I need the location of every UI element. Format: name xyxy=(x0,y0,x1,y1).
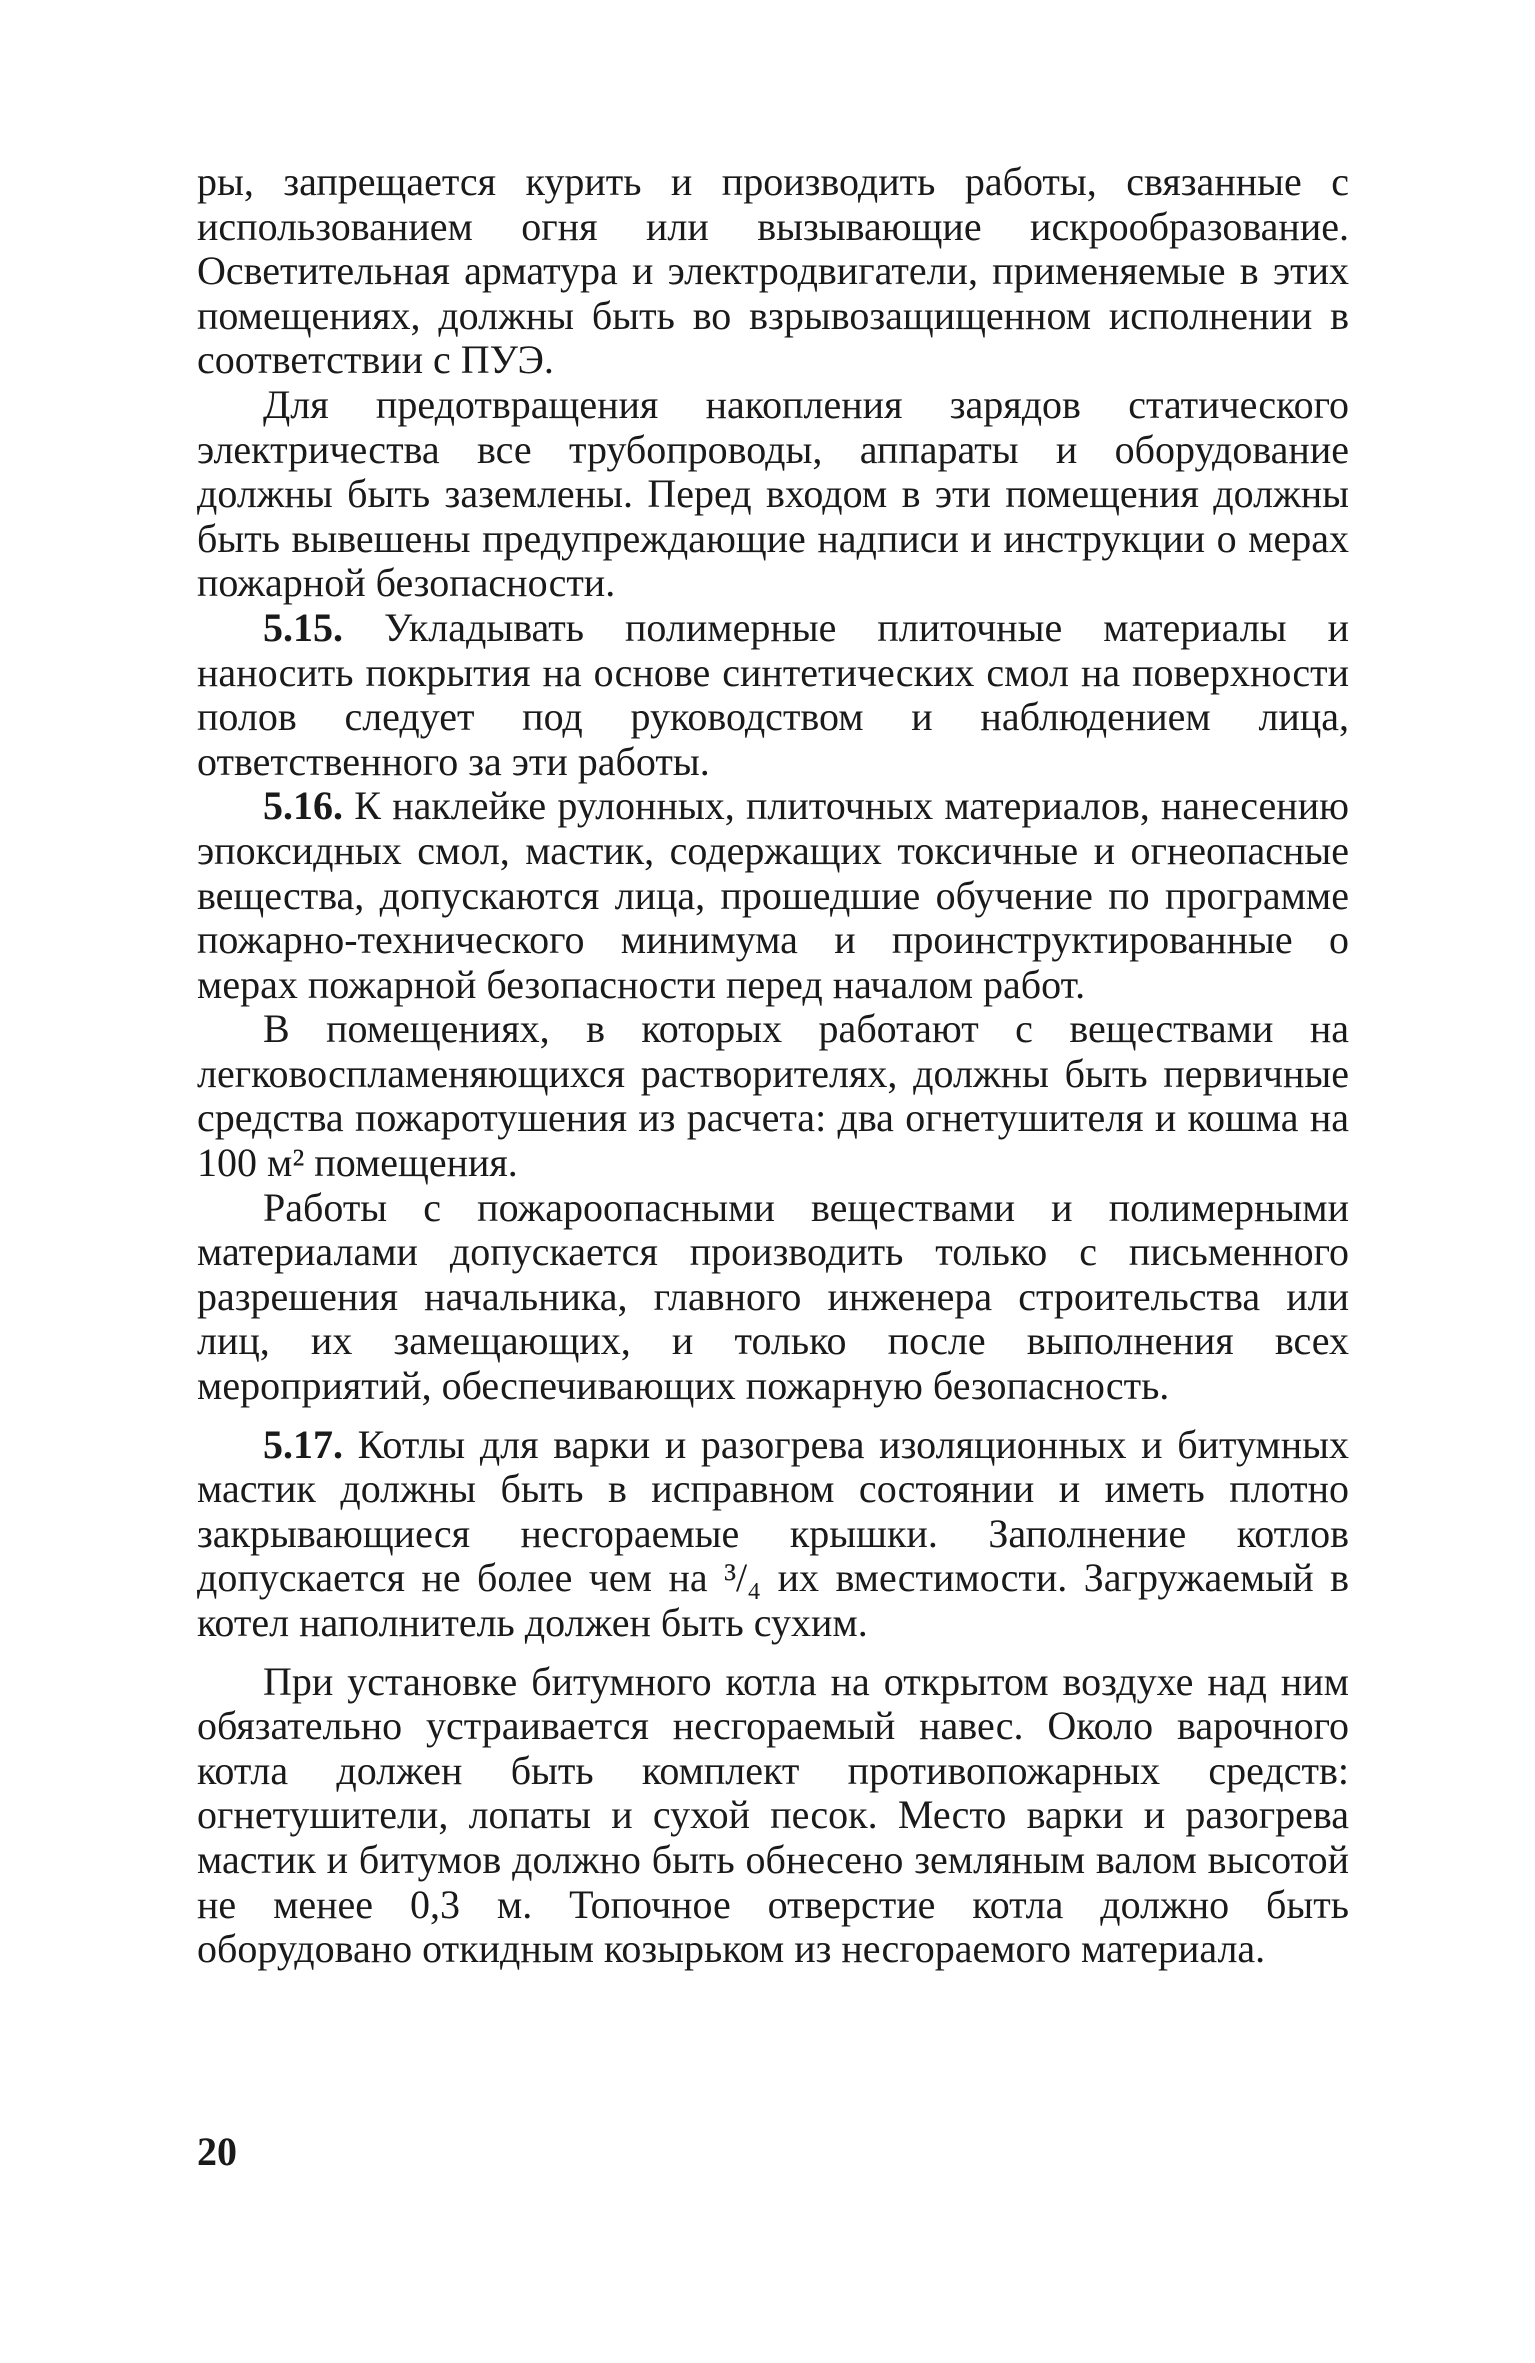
section-5-15 xyxy=(197,606,1349,784)
paragraph-text: При установке битумного котла на открытом воздухе над ним обязательно устраивается несгораемый навес. Около варочного котла должен быть комплект противопожарных средств: огнетушители, лопаты и сухой песок. Место варки и разогрева мастик и битумов должно быть обнесено земляным валом высотой не менее 0,3 м. Топочное отверстие котла должно быть оборудовано откидным козырьком из несгораемого материала. xyxy=(197,1658,1349,1972)
paragraph-text: ры, запрещается курить и производить работы, связанные с использованием огня или вызывающие искрообразование. Осветительная арматура и электродвигатели, применяемые в этих помещениях, должны быть во взрывозащищенном исполнении в соответствии с ПУЭ. xyxy=(197,159,1349,383)
section-5-17 xyxy=(197,1423,1349,1646)
paragraph-fire-equipment xyxy=(197,1007,1349,1185)
paragraph-text: Укладывать полимерные плиточные материалы и наносить покрытия на основе синтетических смол на поверхности полов следует под руководством и наблюдением лица, ответственного за эти работы. xyxy=(197,604,1349,784)
paragraph-bitumen-boiler xyxy=(197,1660,1349,1972)
page-number: 20 xyxy=(197,2129,237,2174)
paragraph-written-permission xyxy=(197,1186,1349,1409)
section-5-16 xyxy=(197,784,1349,1007)
paragraph-continuation xyxy=(197,160,1349,383)
section-number: 5.16. xyxy=(263,783,343,829)
paragraph-text: В помещениях, в которых работают с веществами на легковоспламеняющихся растворителях, должны быть первичные средства пожаротушения из расчета: два огнетушителя и кошма на 100 м² помещения. xyxy=(197,1006,1349,1186)
paragraph-text: Для предотвращения накопления зарядов статического электричества все трубопроводы, аппараты и оборудование должны быть заземлены. Перед входом в эти помещения должны быть вывешены предупреждающие надписи и инструкции о мерах пожарной безопасности. xyxy=(197,381,1349,606)
paragraph-static-electricity xyxy=(197,383,1349,606)
page-body xyxy=(197,160,1349,1972)
section-number: 5.15. xyxy=(263,604,343,650)
paragraph-text: Котлы для варки и разогрева изоляционных и битумных мастик должны быть в исправном состоянии и иметь плотно закрывающиеся несгораемые крышки. Заполнение котлов допускается не более чем на ³/₄ их вместимости. Загружаемый в котел наполнитель должен быть сухим. xyxy=(197,1421,1349,1645)
section-number: 5.17. xyxy=(263,1421,343,1467)
paragraph-text: К наклейке рулонных, плиточных материалов, нанесению эпоксидных смол, мастик, содержащих токсичные и огнеопасные вещества, допускаются лица, прошедшие обучение по программе пожарно-технического минимума и проинструктированные о мерах пожарной безопасности перед началом работ. xyxy=(197,783,1349,1007)
paragraph-text: Работы с пожароопасными веществами и полимерными материалами допускается производить только с письменного разрешения начальника, главного инженера строительства или лиц, их замещающих, и только после выполнения всех мероприятий, обеспечивающих пожарную безопасность. xyxy=(197,1184,1349,1409)
